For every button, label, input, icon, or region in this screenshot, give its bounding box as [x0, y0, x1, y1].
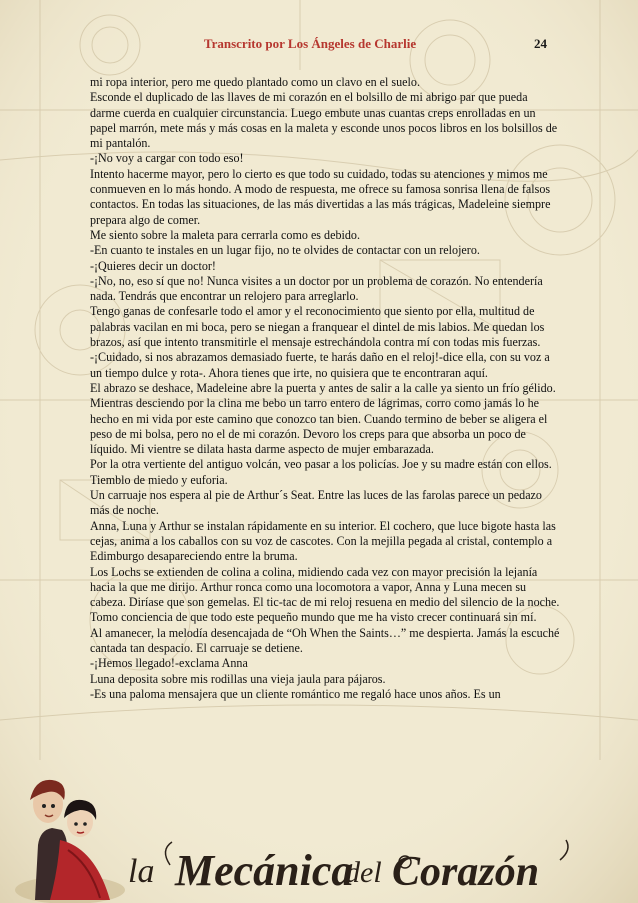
paragraph: -¡Hemos llegado!-exclama Anna — [90, 656, 248, 671]
logo-word-la: la — [128, 853, 155, 890]
paragraph: Me siento sobre la maleta para cerrarla como es debido. — [90, 227, 360, 242]
paragraph: Tengo ganas de confesarle todo el amor y el reconocimiento que siento por ella, multitud de palabras vacilan en mi boca, pero se niegan a franquear el dintel de mis labios. Me quedan los brazos, así que intento transmitirle el mensaje estrechándola contra mí con todas mis fuerzas. — [90, 304, 545, 350]
paragraph: Los Lochs se extienden de colina a colina, midiendo cada vez con mayor precisión la lejanía hacia la que me dirijo. Arthur ronca como una locomotora a vapor, Anna y Luna mecen su cabeza. Diríase que son gemelas. El tic-tac de mi reloj resuena en medio del silencio de la noche. Tomo conciencia de que todo este pequeño mundo que me ha visto crecer continuará sin mí. — [90, 564, 560, 625]
paragraph: mi ropa interior, pero me quedo plantado como un clavo en el suelo. — [90, 75, 420, 89]
paragraph: Un carruaje nos espera al pie de Arthur´s Seat. Entre las luces de las farolas parece un pedazo más de noche. — [90, 488, 542, 518]
paragraph: Mientras desciendo por la clina me bebo un tarro entero de lágrimas, corro como jamás lo he hecho en mi vida por este camino que conozco tan bien. Cuando termino de beber se aligera el peso de mi bolsa, pero no el de mi corazón. Devoro los creps para que absorba un poco de líquido. Mi vientre se dilata hasta darme aspecto de mujer embarazada. — [90, 396, 548, 457]
paragraph: Intento hacerme mayor, pero lo cierto es que todo su cuidado, todas su atenciones y mimos me conmueven en lo más hondo. A modo de respuesta, me ofrece su famosa sonrisa llena de falsos contactos. En todas las situaciones, de las más divertidas a las más trágicas, Madeleine siempre prepara algo de comer. — [90, 166, 551, 227]
page-number: 24 — [534, 36, 547, 51]
logo-word-del: del — [345, 856, 382, 889]
page-header — [0, 36, 638, 56]
logo-word-corazon: Corazón — [392, 849, 540, 895]
paragraph: -¡No voy a cargar con todo eso! — [90, 151, 244, 166]
paragraph: Al amanecer, la melodía desencajada de “Oh When the Saints…” me despierta. Jamás la escuché cantada tan despacio. El carruaje se detiene. — [90, 625, 560, 655]
logo-word-mecanica: Mecánica — [175, 846, 354, 895]
paragraph: El abrazo se deshace, Madeleine abre la puerta y antes de salir a la calle ya siento un frío gélido. — [90, 380, 556, 395]
paragraph: -En cuanto te instales en un lugar fijo, no te olvides de contactar con un relojero. — [90, 243, 480, 258]
paragraph: Esconde el duplicado de las llaves de mi corazón en el bolsillo de mi abrigo par que pueda darme cuerda en cualquier circunstancia. Luego embute unas cuantas creps enrolladas en un papel marrón, mete más y más cosas en la maleta y esconde unos pocos libros en los bolsillos de mi pantalón. — [90, 90, 558, 151]
paragraph: Anna, Luna y Arthur se instalan rápidamente en su interior. El cochero, que luce bigote hasta las cejas, anima a los caballos con su voz de cascotes. Con la mejilla pegada al cristal, contemplo a Edimburgo desapareciendo entre la bruma. — [90, 518, 556, 564]
paragraph: -¡No, no, eso sí que no! Nunca visites a un doctor por un problema de corazón. No entendería nada. Tendrás que encontrar un relojero para arreglarlo. — [90, 273, 543, 304]
footer-logo-art — [0, 770, 638, 903]
body-text — [90, 75, 560, 702]
paragraph: Por la otra vertiente del antiguo volcán, veo pasar a los policías. Joe y su madre están con ellos. Tiemblo de miedo y euforia. — [90, 457, 552, 487]
paragraph: -¡Cuidado, si nos abrazamos demasiado fuerte, te harás daño en el reloj!-dice ella, con su voz a un tiempo dulce y rota-. Ahora tienes que irte, no quisiera que te encontraran aquí. — [90, 350, 550, 380]
paragraph: -¡Quieres decir un doctor! — [90, 258, 216, 273]
paragraph: -Es una paloma mensajera que un cliente romántico me regaló hace unos años. Es un — [90, 686, 501, 701]
couple-illustration — [15, 780, 125, 903]
paragraph: Luna deposita sobre mis rodillas una vieja jaula para pájaros. — [90, 671, 386, 686]
book-logo — [128, 846, 539, 895]
header-title: Transcrito por Los Ángeles de Charlie — [203, 36, 417, 51]
